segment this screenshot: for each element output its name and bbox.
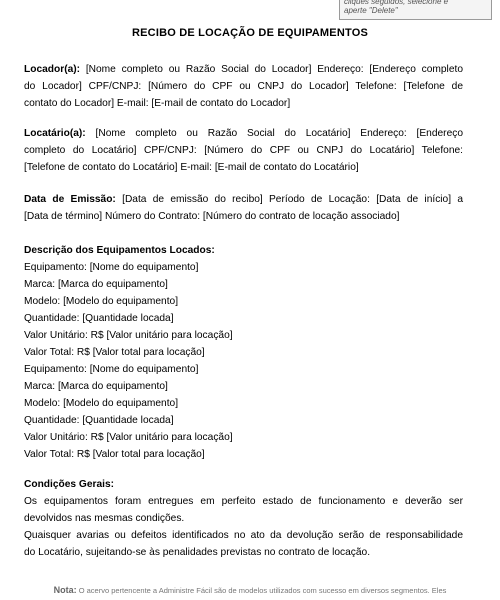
locador-section bbox=[24, 61, 463, 112]
equipment-unit-value: Valor Unitário: R$ [Valor unitário para locação] bbox=[24, 432, 233, 443]
locatario-section bbox=[24, 125, 463, 176]
condicoes-section bbox=[24, 476, 463, 561]
emissao-label: Data de Emissão: bbox=[24, 194, 116, 205]
equipment-name: Equipamento: [Nome do equipamento] bbox=[24, 364, 199, 375]
locador-label: Locador(a): bbox=[24, 64, 81, 75]
equipment-total-value: Valor Total: R$ [Valor total para locação] bbox=[24, 449, 205, 460]
locador-line-3: contato do Locador] E-mail: [E-mail de contato do Locador] bbox=[24, 98, 291, 109]
condicoes-p2-line-1: Quaisquer avarias ou defeitos identificados no ato da devolução serão de responsabilidade bbox=[24, 530, 463, 541]
equipment-quantity: Quantidade: [Quantidade locada] bbox=[24, 415, 174, 426]
note-label: Nota: bbox=[53, 585, 77, 595]
condicoes-p1-line-2: devolvidos nas mesmas condições. bbox=[24, 513, 185, 524]
equipment-unit-value: Valor Unitário: R$ [Valor unitário para locação] bbox=[24, 330, 233, 341]
condicoes-heading: Condições Gerais: bbox=[24, 479, 115, 490]
condicoes-p1-line-1: Os equipamentos foram entregues em perfeito estado de funcionamento e deverão ser bbox=[24, 496, 463, 507]
tooltip-line: aperte "Delete" bbox=[344, 6, 398, 15]
equipment-model: Modelo: [Modelo do equipamento] bbox=[24, 296, 179, 307]
equipamentos-heading: Descrição dos Equipamentos Locados: bbox=[24, 245, 215, 256]
equipment-name: Equipamento: [Nome do equipamento] bbox=[24, 262, 199, 273]
equipamentos-section bbox=[24, 242, 463, 463]
locatario-text: [Nome completo ou Razão Social do Locatário] Endereço: [Endereço bbox=[95, 128, 463, 139]
equipment-quantity: Quantidade: [Quantidade locada] bbox=[24, 313, 174, 324]
locatario-line-1 bbox=[24, 125, 463, 142]
locatario-label: Locatário(a): bbox=[24, 128, 86, 139]
emissao-text: [Data de emissão do recibo] Período de Locação: [Data de início] a bbox=[122, 194, 463, 205]
emissao-line-2: [Data de término] Número do Contrato: [Número do contrato de locação associado] bbox=[24, 211, 400, 222]
footer-note bbox=[0, 585, 500, 595]
emissao-section bbox=[24, 191, 463, 225]
locatario-line-3: [Telefone de contato do Locatário] E-mail: [E-mail de contato do Locatário] bbox=[24, 162, 359, 173]
equipment-brand: Marca: [Marca do equipamento] bbox=[24, 279, 168, 290]
condicoes-p2-line-2: do Locatário, sujeitando-se às penalidades previstas no contrato de locação. bbox=[24, 547, 371, 558]
tooltip-line: cliques seguidos, selecione e bbox=[344, 0, 449, 6]
locatario-line-2: completo do Locatário] CPF/CNPJ: [Número do CPF ou CNPJ do Locatário] Telefone: bbox=[24, 145, 463, 156]
document-title: RECIBO DE LOCAÇÃO DE EQUIPAMENTOS bbox=[132, 27, 368, 39]
equipment-total-value: Valor Total: R$ [Valor total para locação] bbox=[24, 347, 205, 358]
equipment-brand: Marca: [Marca do equipamento] bbox=[24, 381, 168, 392]
instruction-tooltip bbox=[339, 0, 492, 20]
locador-text: [Nome completo ou Razão Social do Locador] Endereço: [Endereço completo bbox=[85, 64, 463, 75]
equipment-model: Modelo: [Modelo do equipamento] bbox=[24, 398, 179, 409]
locador-line-2: do Locador] CPF/CNPJ: [Número do CPF ou CNPJ do Locador] Telefone: [Telefone de bbox=[24, 81, 463, 92]
note-text: O acervo pertencente a Administre Fácil são de modelos utilizados com sucesso em diversos segmentos. Eles bbox=[78, 586, 447, 595]
emissao-line-1 bbox=[24, 191, 463, 208]
locador-line-1 bbox=[24, 61, 463, 78]
